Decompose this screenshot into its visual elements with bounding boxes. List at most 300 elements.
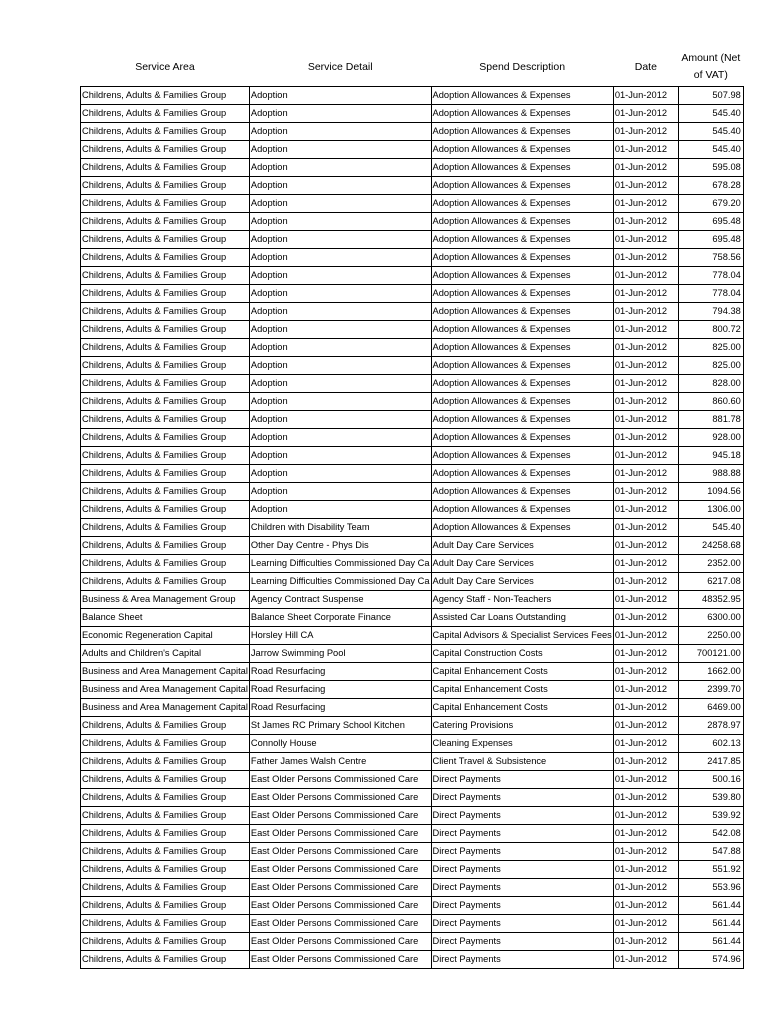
service-detail-cell: Adoption: [249, 213, 431, 231]
date-cell: 01-Jun-2012: [613, 609, 678, 627]
service-area-cell: Childrens, Adults & Families Group: [81, 213, 250, 231]
service-detail-cell: Adoption: [249, 123, 431, 141]
service-detail-cell: Adoption: [249, 465, 431, 483]
amount-cell: 860.60: [678, 393, 743, 411]
service-area-cell: Childrens, Adults & Families Group: [81, 447, 250, 465]
service-detail-cell: East Older Persons Commissioned Care: [249, 897, 431, 915]
service-area-cell: Childrens, Adults & Families Group: [81, 555, 250, 573]
amount-cell: 595.08: [678, 159, 743, 177]
date-cell: 01-Jun-2012: [613, 177, 678, 195]
service-area-cell: Childrens, Adults & Families Group: [81, 483, 250, 501]
service-detail-cell: Adoption: [249, 267, 431, 285]
spend-description-cell: Adult Day Care Services: [431, 537, 613, 555]
spend-description-cell: Adoption Allowances & Expenses: [431, 267, 613, 285]
spend-description-cell: Direct Payments: [431, 933, 613, 951]
amount-cell: 2417.85: [678, 753, 743, 771]
date-cell: 01-Jun-2012: [613, 465, 678, 483]
spend-description-cell: Adoption Allowances & Expenses: [431, 285, 613, 303]
header-row: [81, 48, 744, 87]
spend-description-cell: Adoption Allowances & Expenses: [431, 465, 613, 483]
amount-cell: 695.48: [678, 213, 743, 231]
service-detail-cell: Road Resurfacing: [249, 681, 431, 699]
service-area-cell: Balance Sheet: [81, 609, 250, 627]
service-detail-cell: East Older Persons Commissioned Care: [249, 789, 431, 807]
date-cell: 01-Jun-2012: [613, 591, 678, 609]
spend-description-cell: Adoption Allowances & Expenses: [431, 231, 613, 249]
table-row: [81, 141, 744, 159]
amount-cell: 678.28: [678, 177, 743, 195]
amount-cell: 539.80: [678, 789, 743, 807]
date-cell: 01-Jun-2012: [613, 429, 678, 447]
amount-cell: 545.40: [678, 141, 743, 159]
date-cell: 01-Jun-2012: [613, 267, 678, 285]
date-cell: 01-Jun-2012: [613, 879, 678, 897]
date-cell: 01-Jun-2012: [613, 411, 678, 429]
spend-description-cell: Adoption Allowances & Expenses: [431, 483, 613, 501]
amount-cell: 700121.00: [678, 645, 743, 663]
spend-description-cell: Direct Payments: [431, 879, 613, 897]
table-row: [81, 195, 744, 213]
spend-description-cell: Adoption Allowances & Expenses: [431, 159, 613, 177]
date-cell: 01-Jun-2012: [613, 159, 678, 177]
date-cell: 01-Jun-2012: [613, 681, 678, 699]
spend-description-cell: Direct Payments: [431, 897, 613, 915]
service-area-cell: Childrens, Adults & Families Group: [81, 897, 250, 915]
table-row: [81, 537, 744, 555]
table-row: [81, 249, 744, 267]
amount-cell: 539.92: [678, 807, 743, 825]
service-area-cell: Childrens, Adults & Families Group: [81, 573, 250, 591]
date-cell: 01-Jun-2012: [613, 195, 678, 213]
date-cell: 01-Jun-2012: [613, 753, 678, 771]
spend-description-cell: Capital Enhancement Costs: [431, 663, 613, 681]
date-cell: 01-Jun-2012: [613, 735, 678, 753]
date-cell: 01-Jun-2012: [613, 87, 678, 105]
date-cell: 01-Jun-2012: [613, 897, 678, 915]
spend-table: [80, 48, 744, 969]
service-detail-cell: East Older Persons Commissioned Care: [249, 807, 431, 825]
service-area-cell: Childrens, Adults & Families Group: [81, 339, 250, 357]
amount-cell: 1662.00: [678, 663, 743, 681]
date-cell: 01-Jun-2012: [613, 861, 678, 879]
amount-cell: 2878.97: [678, 717, 743, 735]
service-detail-cell: Adoption: [249, 321, 431, 339]
table-row: [81, 591, 744, 609]
spend-description-cell: Capital Advisors & Specialist Services Fees: [431, 627, 613, 645]
header-amount: Amount (Net of VAT): [681, 52, 741, 81]
amount-cell: 500.16: [678, 771, 743, 789]
spend-description-cell: Direct Payments: [431, 843, 613, 861]
date-cell: 01-Jun-2012: [613, 249, 678, 267]
service-area-cell: Adults and Children's Capital: [81, 645, 250, 663]
table-row: [81, 375, 744, 393]
service-detail-cell: Adoption: [249, 159, 431, 177]
date-cell: 01-Jun-2012: [613, 321, 678, 339]
spend-description-cell: Adult Day Care Services: [431, 555, 613, 573]
table-row: [81, 717, 744, 735]
service-area-cell: Childrens, Adults & Families Group: [81, 429, 250, 447]
header-date: Date: [634, 61, 657, 73]
service-detail-cell: Adoption: [249, 105, 431, 123]
table-row: [81, 303, 744, 321]
table-row: [81, 267, 744, 285]
date-cell: 01-Jun-2012: [613, 663, 678, 681]
table-row: [81, 357, 744, 375]
amount-cell: 2352.00: [678, 555, 743, 573]
service-detail-cell: Children with Disability Team: [249, 519, 431, 537]
spend-description-cell: Assisted Car Loans Outstanding: [431, 609, 613, 627]
date-cell: 01-Jun-2012: [613, 123, 678, 141]
service-area-cell: Childrens, Adults & Families Group: [81, 735, 250, 753]
amount-cell: 602.13: [678, 735, 743, 753]
spend-description-cell: Capital Enhancement Costs: [431, 699, 613, 717]
service-detail-cell: Adoption: [249, 303, 431, 321]
service-area-cell: Childrens, Adults & Families Group: [81, 789, 250, 807]
service-area-cell: Childrens, Adults & Families Group: [81, 375, 250, 393]
date-cell: 01-Jun-2012: [613, 141, 678, 159]
table-row: [81, 177, 744, 195]
table-row: [81, 519, 744, 537]
date-cell: 01-Jun-2012: [613, 483, 678, 501]
service-area-cell: Business & Area Management Group: [81, 591, 250, 609]
header-service-detail: Service Detail: [307, 61, 373, 73]
amount-cell: 758.56: [678, 249, 743, 267]
service-detail-cell: Adoption: [249, 285, 431, 303]
spend-description-cell: Agency Staff - Non-Teachers: [431, 591, 613, 609]
table-row: [81, 825, 744, 843]
table-row: [81, 879, 744, 897]
service-area-cell: Childrens, Adults & Families Group: [81, 231, 250, 249]
amount-cell: 545.40: [678, 123, 743, 141]
amount-cell: 800.72: [678, 321, 743, 339]
service-detail-cell: Road Resurfacing: [249, 699, 431, 717]
service-detail-cell: East Older Persons Commissioned Care: [249, 771, 431, 789]
spend-description-cell: Direct Payments: [431, 771, 613, 789]
spend-description-cell: Adoption Allowances & Expenses: [431, 141, 613, 159]
spend-description-cell: Adoption Allowances & Expenses: [431, 195, 613, 213]
date-cell: 01-Jun-2012: [613, 285, 678, 303]
amount-cell: 1306.00: [678, 501, 743, 519]
table-row: [81, 573, 744, 591]
amount-cell: 988.88: [678, 465, 743, 483]
amount-cell: 2399.70: [678, 681, 743, 699]
spend-description-cell: Direct Payments: [431, 861, 613, 879]
table-body: [81, 87, 744, 969]
spend-description-cell: Capital Enhancement Costs: [431, 681, 613, 699]
table-row: [81, 789, 744, 807]
amount-cell: 507.98: [678, 87, 743, 105]
spend-description-cell: Adoption Allowances & Expenses: [431, 249, 613, 267]
service-area-cell: Childrens, Adults & Families Group: [81, 285, 250, 303]
service-area-cell: Childrens, Adults & Families Group: [81, 717, 250, 735]
table-row: [81, 501, 744, 519]
amount-cell: 695.48: [678, 231, 743, 249]
service-detail-cell: Adoption: [249, 231, 431, 249]
amount-cell: 6469.00: [678, 699, 743, 717]
service-detail-cell: East Older Persons Commissioned Care: [249, 861, 431, 879]
service-area-cell: Economic Regeneration Capital: [81, 627, 250, 645]
service-area-cell: Childrens, Adults & Families Group: [81, 951, 250, 969]
service-area-cell: Childrens, Adults & Families Group: [81, 177, 250, 195]
header-spend-description: Spend Description: [479, 61, 566, 73]
service-detail-cell: Adoption: [249, 429, 431, 447]
spend-description-cell: Adoption Allowances & Expenses: [431, 429, 613, 447]
table-row: [81, 627, 744, 645]
amount-cell: 2250.00: [678, 627, 743, 645]
table-row: [81, 123, 744, 141]
service-area-cell: Childrens, Adults & Families Group: [81, 411, 250, 429]
spend-description-cell: Adoption Allowances & Expenses: [431, 501, 613, 519]
service-area-cell: Childrens, Adults & Families Group: [81, 771, 250, 789]
service-area-cell: Childrens, Adults & Families Group: [81, 159, 250, 177]
service-detail-cell: Jarrow Swimming Pool: [249, 645, 431, 663]
service-area-cell: Business and Area Management Capital: [81, 663, 250, 681]
spend-description-cell: Client Travel & Subsistence: [431, 753, 613, 771]
spend-description-cell: Adult Day Care Services: [431, 573, 613, 591]
spend-description-cell: Adoption Allowances & Expenses: [431, 321, 613, 339]
amount-cell: 574.96: [678, 951, 743, 969]
spend-description-cell: Cleaning Expenses: [431, 735, 613, 753]
service-area-cell: Childrens, Adults & Families Group: [81, 465, 250, 483]
amount-cell: 542.08: [678, 825, 743, 843]
spend-description-cell: Adoption Allowances & Expenses: [431, 177, 613, 195]
spend-description-cell: Direct Payments: [431, 915, 613, 933]
service-detail-cell: Adoption: [249, 411, 431, 429]
header-service-area: Service Area: [135, 61, 195, 73]
date-cell: 01-Jun-2012: [613, 501, 678, 519]
service-detail-cell: Road Resurfacing: [249, 663, 431, 681]
spend-description-cell: Adoption Allowances & Expenses: [431, 519, 613, 537]
date-cell: 01-Jun-2012: [613, 303, 678, 321]
service-area-cell: Childrens, Adults & Families Group: [81, 249, 250, 267]
date-cell: 01-Jun-2012: [613, 573, 678, 591]
service-detail-cell: Father James Walsh Centre: [249, 753, 431, 771]
service-detail-cell: East Older Persons Commissioned Care: [249, 825, 431, 843]
spend-description-cell: Adoption Allowances & Expenses: [431, 87, 613, 105]
amount-cell: 547.88: [678, 843, 743, 861]
date-cell: 01-Jun-2012: [613, 645, 678, 663]
amount-cell: 679.20: [678, 195, 743, 213]
spend-description-cell: Adoption Allowances & Expenses: [431, 357, 613, 375]
amount-cell: 778.04: [678, 285, 743, 303]
service-area-cell: Childrens, Adults & Families Group: [81, 303, 250, 321]
table-row: [81, 771, 744, 789]
date-cell: 01-Jun-2012: [613, 789, 678, 807]
service-area-cell: Business and Area Management Capital: [81, 681, 250, 699]
amount-cell: 825.00: [678, 339, 743, 357]
service-detail-cell: Adoption: [249, 393, 431, 411]
table-row: [81, 231, 744, 249]
date-cell: 01-Jun-2012: [613, 213, 678, 231]
table-row: [81, 861, 744, 879]
service-detail-cell: Adoption: [249, 447, 431, 465]
service-detail-cell: Learning Difficulties Commissioned Day Ca: [249, 555, 431, 573]
service-area-cell: Childrens, Adults & Families Group: [81, 933, 250, 951]
table-row: [81, 933, 744, 951]
amount-cell: 6217.08: [678, 573, 743, 591]
date-cell: 01-Jun-2012: [613, 825, 678, 843]
service-detail-cell: Adoption: [249, 141, 431, 159]
service-area-cell: Childrens, Adults & Families Group: [81, 393, 250, 411]
amount-cell: 24258.68: [678, 537, 743, 555]
date-cell: 01-Jun-2012: [613, 231, 678, 249]
service-detail-cell: Connolly House: [249, 735, 431, 753]
date-cell: 01-Jun-2012: [613, 771, 678, 789]
spend-description-cell: Capital Construction Costs: [431, 645, 613, 663]
amount-cell: 825.00: [678, 357, 743, 375]
amount-cell: 945.18: [678, 447, 743, 465]
table-row: [81, 699, 744, 717]
service-detail-cell: Adoption: [249, 87, 431, 105]
table-row: [81, 339, 744, 357]
service-detail-cell: Adoption: [249, 357, 431, 375]
service-area-cell: Childrens, Adults & Families Group: [81, 267, 250, 285]
table-row: [81, 681, 744, 699]
service-area-cell: Childrens, Adults & Families Group: [81, 123, 250, 141]
service-area-cell: Childrens, Adults & Families Group: [81, 843, 250, 861]
date-cell: 01-Jun-2012: [613, 933, 678, 951]
service-detail-cell: Adoption: [249, 375, 431, 393]
table-row: [81, 105, 744, 123]
service-area-cell: Childrens, Adults & Families Group: [81, 87, 250, 105]
amount-cell: 778.04: [678, 267, 743, 285]
table-row: [81, 843, 744, 861]
date-cell: 01-Jun-2012: [613, 393, 678, 411]
table-row: [81, 663, 744, 681]
service-detail-cell: Adoption: [249, 501, 431, 519]
service-area-cell: Childrens, Adults & Families Group: [81, 501, 250, 519]
table-row: [81, 393, 744, 411]
amount-cell: 48352.95: [678, 591, 743, 609]
table-row: [81, 753, 744, 771]
amount-cell: 561.44: [678, 897, 743, 915]
service-detail-cell: St James RC Primary School Kitchen: [249, 717, 431, 735]
service-area-cell: Childrens, Adults & Families Group: [81, 357, 250, 375]
service-area-cell: Childrens, Adults & Families Group: [81, 825, 250, 843]
date-cell: 01-Jun-2012: [613, 807, 678, 825]
spend-description-cell: Adoption Allowances & Expenses: [431, 411, 613, 429]
spend-description-cell: Adoption Allowances & Expenses: [431, 213, 613, 231]
service-detail-cell: East Older Persons Commissioned Care: [249, 951, 431, 969]
spend-description-cell: Adoption Allowances & Expenses: [431, 393, 613, 411]
service-detail-cell: East Older Persons Commissioned Care: [249, 933, 431, 951]
spend-description-cell: Adoption Allowances & Expenses: [431, 123, 613, 141]
table-row: [81, 897, 744, 915]
service-detail-cell: Learning Difficulties Commissioned Day Ca: [249, 573, 431, 591]
table-row: [81, 735, 744, 753]
date-cell: 01-Jun-2012: [613, 537, 678, 555]
date-cell: 01-Jun-2012: [613, 555, 678, 573]
spend-description-cell: Adoption Allowances & Expenses: [431, 105, 613, 123]
service-detail-cell: Agency Contract Suspense: [249, 591, 431, 609]
date-cell: 01-Jun-2012: [613, 519, 678, 537]
amount-cell: 6300.00: [678, 609, 743, 627]
date-cell: 01-Jun-2012: [613, 447, 678, 465]
date-cell: 01-Jun-2012: [613, 357, 678, 375]
amount-cell: 561.44: [678, 915, 743, 933]
service-detail-cell: Adoption: [249, 177, 431, 195]
table-row: [81, 285, 744, 303]
service-detail-cell: Adoption: [249, 249, 431, 267]
date-cell: 01-Jun-2012: [613, 627, 678, 645]
spend-description-cell: Adoption Allowances & Expenses: [431, 339, 613, 357]
table-row: [81, 483, 744, 501]
table-row: [81, 213, 744, 231]
service-area-cell: Childrens, Adults & Families Group: [81, 195, 250, 213]
amount-cell: 828.00: [678, 375, 743, 393]
amount-cell: 561.44: [678, 933, 743, 951]
amount-cell: 1094.56: [678, 483, 743, 501]
spend-description-cell: Direct Payments: [431, 825, 613, 843]
service-area-cell: Business and Area Management Capital: [81, 699, 250, 717]
table-row: [81, 429, 744, 447]
amount-cell: 545.40: [678, 519, 743, 537]
spend-description-cell: Direct Payments: [431, 807, 613, 825]
date-cell: 01-Jun-2012: [613, 339, 678, 357]
service-area-cell: Childrens, Adults & Families Group: [81, 915, 250, 933]
service-detail-cell: Horsley Hill CA: [249, 627, 431, 645]
table-row: [81, 645, 744, 663]
table-row: [81, 87, 744, 105]
service-detail-cell: Adoption: [249, 483, 431, 501]
table-row: [81, 321, 744, 339]
date-cell: 01-Jun-2012: [613, 699, 678, 717]
service-detail-cell: East Older Persons Commissioned Care: [249, 915, 431, 933]
table-row: [81, 807, 744, 825]
spend-description-cell: Adoption Allowances & Expenses: [431, 303, 613, 321]
spend-description-cell: Catering Provisions: [431, 717, 613, 735]
date-cell: 01-Jun-2012: [613, 717, 678, 735]
spend-description-cell: Adoption Allowances & Expenses: [431, 447, 613, 465]
table-row: [81, 951, 744, 969]
table-row: [81, 465, 744, 483]
table-row: [81, 447, 744, 465]
service-detail-cell: Other Day Centre - Phys Dis: [249, 537, 431, 555]
table-row: [81, 609, 744, 627]
service-area-cell: Childrens, Adults & Families Group: [81, 105, 250, 123]
service-detail-cell: East Older Persons Commissioned Care: [249, 843, 431, 861]
amount-cell: 553.96: [678, 879, 743, 897]
table-row: [81, 915, 744, 933]
date-cell: 01-Jun-2012: [613, 375, 678, 393]
amount-cell: 794.38: [678, 303, 743, 321]
table-row: [81, 411, 744, 429]
spend-description-cell: Direct Payments: [431, 951, 613, 969]
table-row: [81, 555, 744, 573]
service-area-cell: Childrens, Adults & Families Group: [81, 519, 250, 537]
service-area-cell: Childrens, Adults & Families Group: [81, 807, 250, 825]
date-cell: 01-Jun-2012: [613, 843, 678, 861]
date-cell: 01-Jun-2012: [613, 951, 678, 969]
service-detail-cell: Adoption: [249, 195, 431, 213]
amount-cell: 928.00: [678, 429, 743, 447]
service-area-cell: Childrens, Adults & Families Group: [81, 537, 250, 555]
amount-cell: 551.92: [678, 861, 743, 879]
spend-description-cell: Adoption Allowances & Expenses: [431, 375, 613, 393]
date-cell: 01-Jun-2012: [613, 105, 678, 123]
spend-description-cell: Direct Payments: [431, 789, 613, 807]
service-detail-cell: Adoption: [249, 339, 431, 357]
service-detail-cell: East Older Persons Commissioned Care: [249, 879, 431, 897]
service-area-cell: Childrens, Adults & Families Group: [81, 753, 250, 771]
service-area-cell: Childrens, Adults & Families Group: [81, 141, 250, 159]
service-area-cell: Childrens, Adults & Families Group: [81, 879, 250, 897]
service-detail-cell: Balance Sheet Corporate Finance: [249, 609, 431, 627]
date-cell: 01-Jun-2012: [613, 915, 678, 933]
service-area-cell: Childrens, Adults & Families Group: [81, 861, 250, 879]
service-area-cell: Childrens, Adults & Families Group: [81, 321, 250, 339]
amount-cell: 545.40: [678, 105, 743, 123]
